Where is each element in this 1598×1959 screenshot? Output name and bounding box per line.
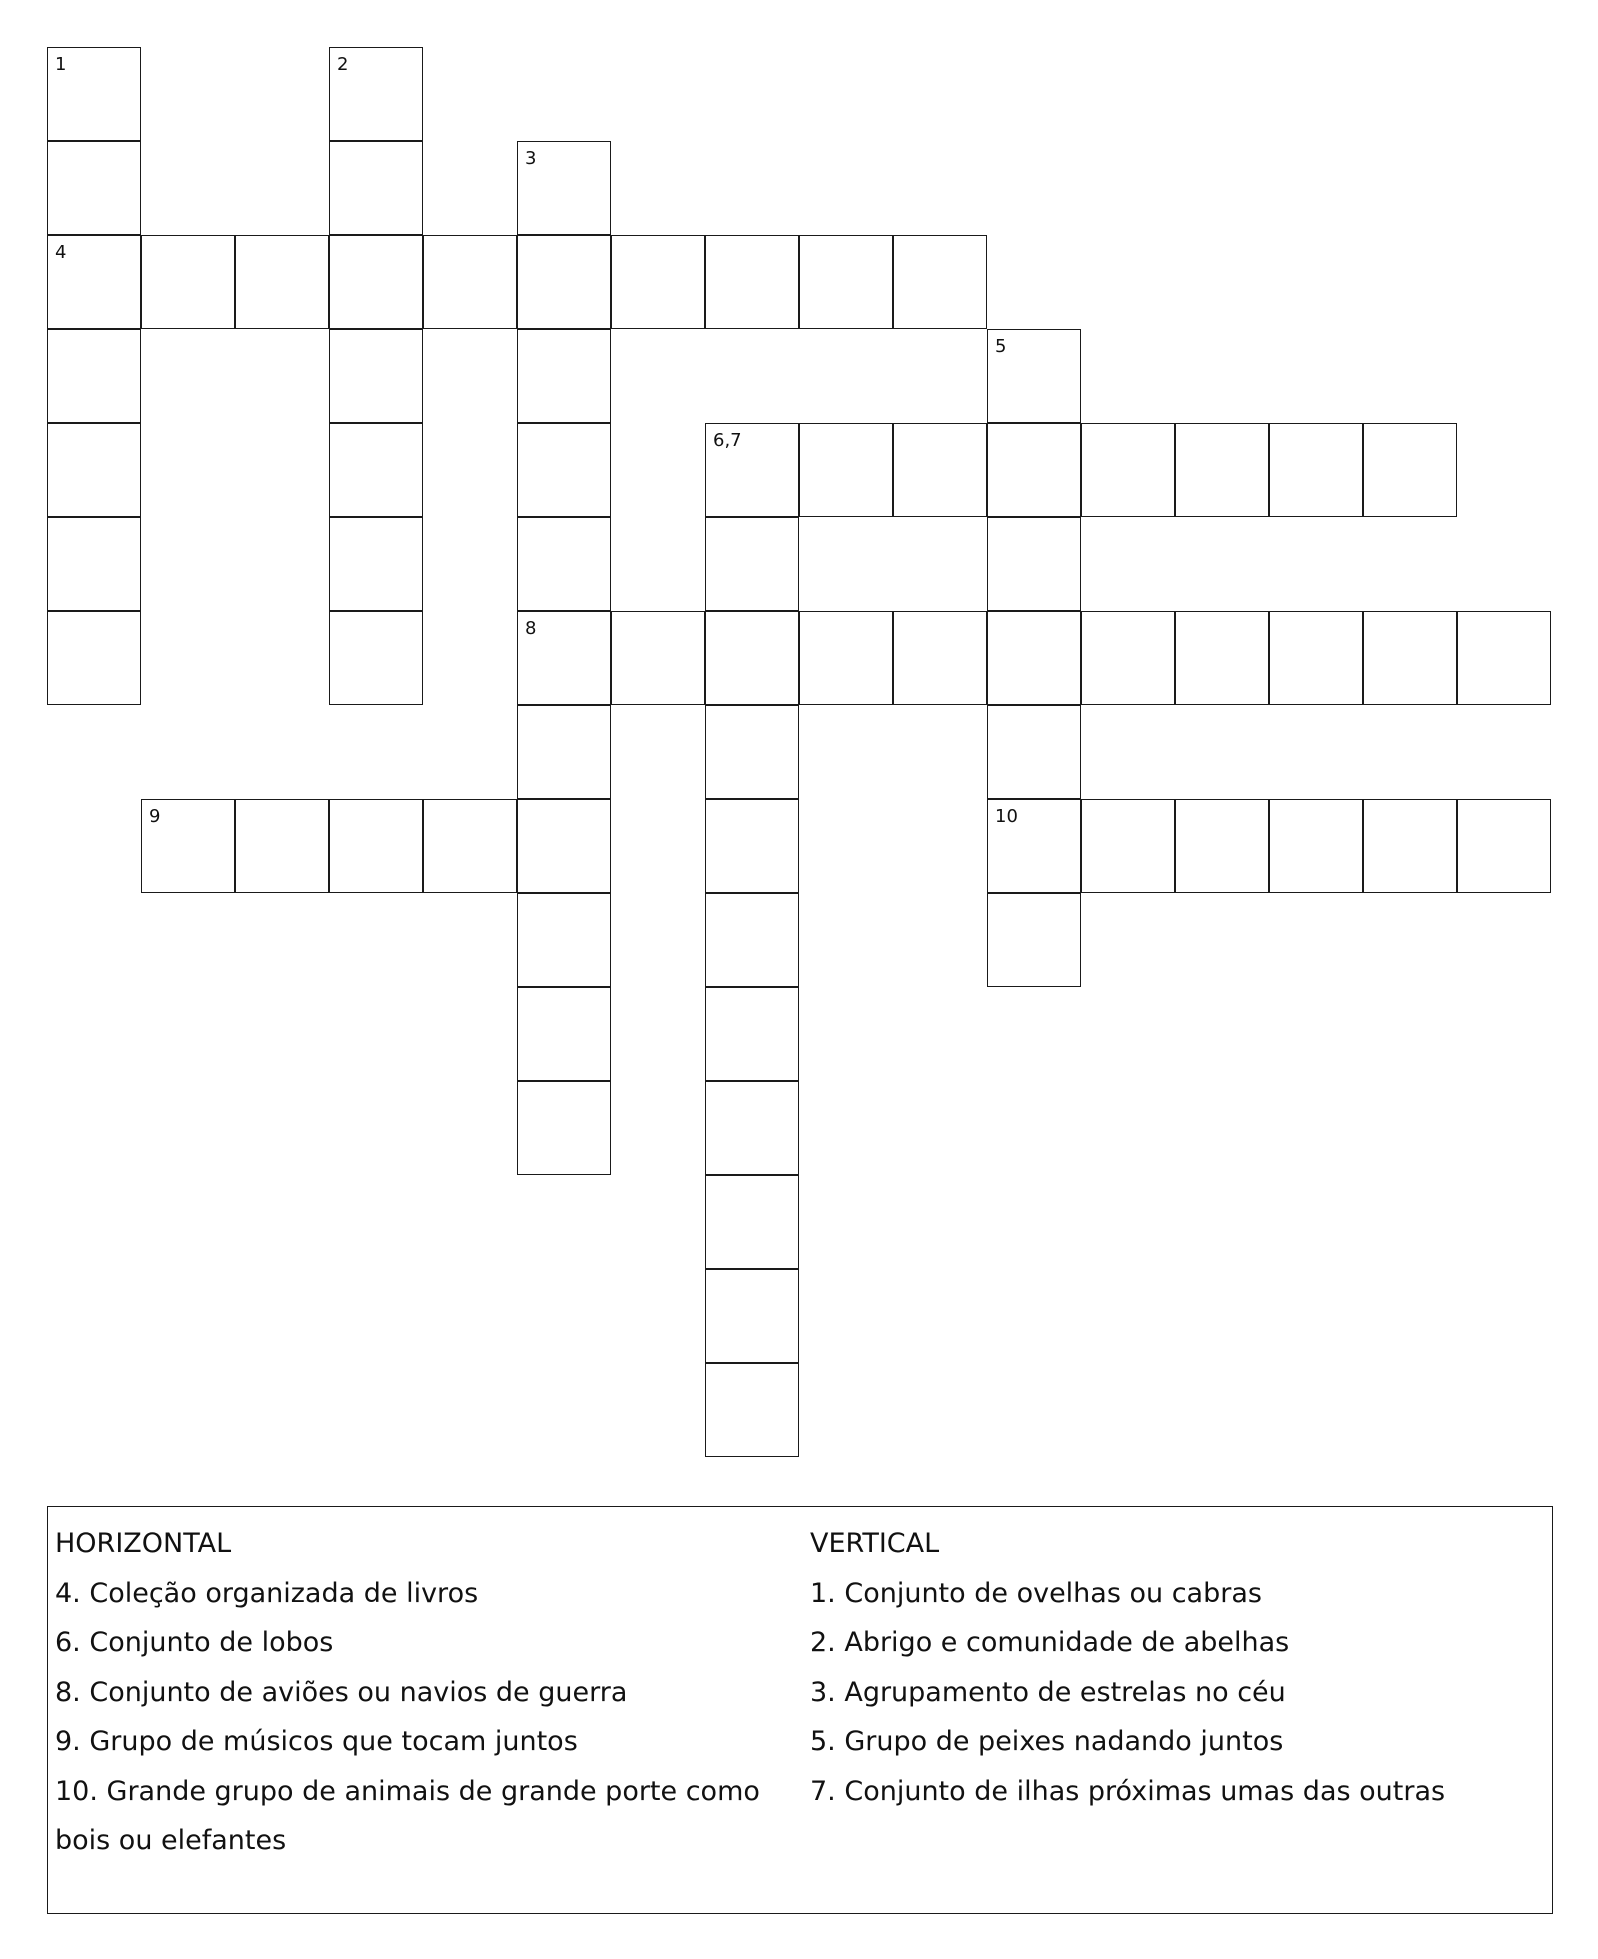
crossword-cell[interactable] <box>517 235 611 329</box>
clue-down-7: 7. Conjunto de ilhas próximas umas das outras <box>810 1775 1446 1807</box>
crossword-cell[interactable] <box>1457 799 1551 893</box>
clue-across-6: 6. Conjunto de lobos <box>55 1627 334 1658</box>
cell-number: 5 <box>995 336 1007 357</box>
crossword-cell[interactable] <box>1081 423 1175 517</box>
crossword-cell[interactable] <box>1269 611 1363 705</box>
clue-down-1: 1. Conjunto de ovelhas ou cabras <box>810 1577 1262 1609</box>
crossword-cell[interactable] <box>705 1363 799 1457</box>
crossword-cell[interactable] <box>1363 799 1457 893</box>
cell-number: 8 <box>525 618 537 639</box>
crossword-cell[interactable] <box>705 705 799 799</box>
crossword-cell[interactable] <box>517 517 611 611</box>
crossword-cell[interactable] <box>893 611 987 705</box>
crossword-cell[interactable] <box>329 517 423 611</box>
horizontal-clues <box>55 1519 795 1866</box>
crossword-cell[interactable] <box>987 423 1081 517</box>
crossword-cell[interactable] <box>987 329 1081 423</box>
crossword-cell[interactable] <box>517 1081 611 1175</box>
cell-number: 4 <box>55 242 67 263</box>
crossword-cell[interactable] <box>705 423 799 517</box>
crossword-cell[interactable] <box>517 799 611 893</box>
vertical-clues <box>810 1519 1540 1816</box>
crossword-cell[interactable] <box>611 235 705 329</box>
crossword-cell[interactable] <box>987 705 1081 799</box>
crossword-cell[interactable] <box>1081 611 1175 705</box>
crossword-cell[interactable] <box>1175 423 1269 517</box>
crossword-cell[interactable] <box>705 987 799 1081</box>
crossword-cell[interactable] <box>611 611 705 705</box>
clue-across-10: 10. Grande grupo de animais de grande porte como bois ou elefantes <box>55 1775 760 1856</box>
crossword-cell[interactable] <box>987 799 1081 893</box>
crossword-cell[interactable] <box>141 235 235 329</box>
crossword-cell[interactable] <box>1269 423 1363 517</box>
crossword-cell[interactable] <box>47 423 141 517</box>
crossword-cell[interactable] <box>705 799 799 893</box>
crossword-cell[interactable] <box>47 517 141 611</box>
cell-number: 6,7 <box>713 430 742 451</box>
crossword-cell[interactable] <box>1363 611 1457 705</box>
cell-number: 3 <box>525 148 537 169</box>
crossword-cell[interactable] <box>517 141 611 235</box>
crossword-cell[interactable] <box>329 235 423 329</box>
crossword-cell[interactable] <box>705 893 799 987</box>
crossword-cell[interactable] <box>423 235 517 329</box>
clue-down-5: 5. Grupo de peixes nadando juntos <box>810 1726 1284 1757</box>
clue-across-8: 8. Conjunto de aviões ou navios de guerra <box>55 1676 628 1708</box>
crossword-cell[interactable] <box>799 611 893 705</box>
crossword-cell[interactable] <box>329 423 423 517</box>
crossword-cell[interactable] <box>47 611 141 705</box>
crossword-cell[interactable] <box>799 235 893 329</box>
cell-number: 1 <box>55 54 67 75</box>
clue-across-4: 4. Coleção organizada de livros <box>55 1577 479 1609</box>
crossword-cell[interactable] <box>1457 611 1551 705</box>
crossword-cell[interactable] <box>705 1081 799 1175</box>
clue-down-2: 2. Abrigo e comunidade de abelhas <box>810 1627 1290 1658</box>
crossword-cell[interactable] <box>47 235 141 329</box>
crossword-cell[interactable] <box>705 235 799 329</box>
horizontal-heading: HORIZONTAL <box>55 1528 232 1559</box>
crossword-cell[interactable] <box>47 141 141 235</box>
crossword-cell[interactable] <box>141 799 235 893</box>
cell-number: 2 <box>337 54 349 75</box>
crossword-cell[interactable] <box>799 423 893 517</box>
crossword-cell[interactable] <box>517 329 611 423</box>
crossword-cell[interactable] <box>517 705 611 799</box>
crossword-cell[interactable] <box>1175 611 1269 705</box>
crossword-cell[interactable] <box>329 141 423 235</box>
crossword-cell[interactable] <box>987 517 1081 611</box>
crossword-cell[interactable] <box>987 893 1081 987</box>
clue-across-9: 9. Grupo de músicos que tocam juntos <box>55 1726 578 1757</box>
crossword-cell[interactable] <box>517 893 611 987</box>
cell-number: 10 <box>995 806 1018 827</box>
clue-down-3: 3. Agrupamento de estrelas no céu <box>810 1676 1286 1708</box>
crossword-cell[interactable] <box>517 987 611 1081</box>
crossword-cell[interactable] <box>705 1269 799 1363</box>
vertical-heading: VERTICAL <box>810 1528 940 1559</box>
crossword-cell[interactable] <box>705 517 799 611</box>
crossword-cell[interactable] <box>235 799 329 893</box>
crossword-cell[interactable] <box>329 611 423 705</box>
clues-box <box>47 1506 1553 1914</box>
crossword-cell[interactable] <box>893 235 987 329</box>
crossword-cell[interactable] <box>893 423 987 517</box>
crossword-cell[interactable] <box>47 47 141 141</box>
crossword-cell[interactable] <box>235 235 329 329</box>
crossword-cell[interactable] <box>329 799 423 893</box>
crossword-cell[interactable] <box>329 329 423 423</box>
crossword-cell[interactable] <box>1081 799 1175 893</box>
crossword-cell[interactable] <box>423 799 517 893</box>
crossword-cell[interactable] <box>705 611 799 705</box>
crossword-cell[interactable] <box>47 329 141 423</box>
crossword-cell[interactable] <box>987 611 1081 705</box>
crossword-cell[interactable] <box>1269 799 1363 893</box>
crossword-cell[interactable] <box>1175 799 1269 893</box>
crossword-cell[interactable] <box>705 1175 799 1269</box>
cell-number: 9 <box>149 806 161 827</box>
crossword-cell[interactable] <box>517 423 611 517</box>
crossword-cell[interactable] <box>329 47 423 141</box>
crossword-cell[interactable] <box>1363 423 1457 517</box>
crossword-cell[interactable] <box>517 611 611 705</box>
